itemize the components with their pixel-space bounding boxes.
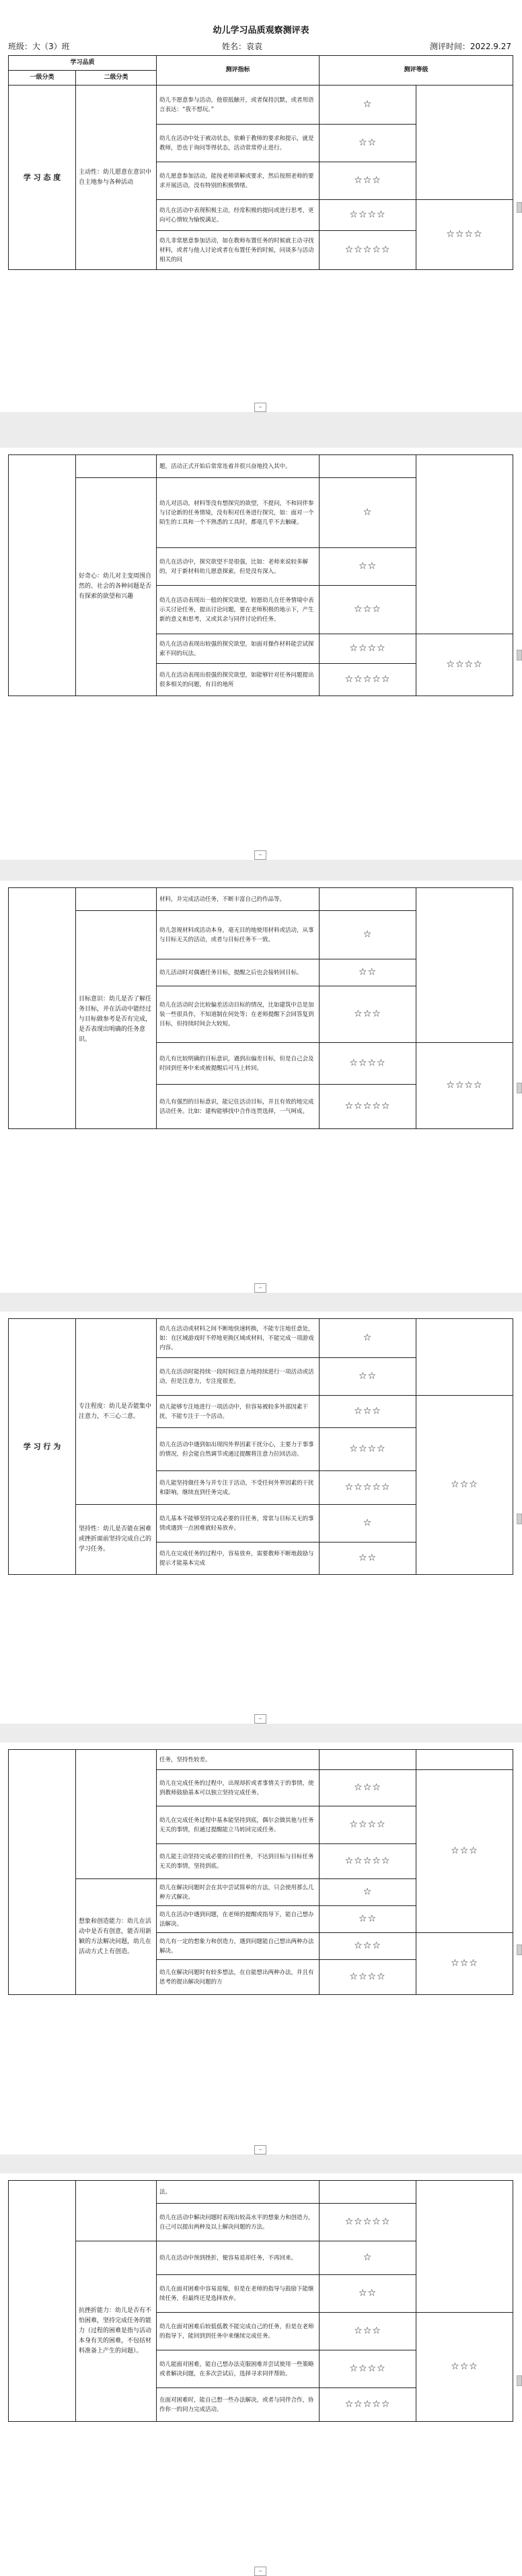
table-row bbox=[9, 1319, 513, 1358]
page-5 bbox=[0, 1742, 522, 2155]
star-rating-level: ☆☆ bbox=[320, 1906, 416, 1933]
assessed-grade bbox=[416, 86, 513, 200]
assessed-grade: ☆☆☆ bbox=[416, 1933, 513, 1995]
scroll-handle-icon[interactable] bbox=[517, 2375, 522, 2386]
indicator-text: 幼儿在活动中解决问题时表现出较高水平的想象力和创造力，自己可以提出两种及以上解决问题的方法。 bbox=[157, 2204, 320, 2241]
star-rating-level bbox=[320, 455, 416, 478]
header-grade: 测评等级 bbox=[320, 56, 513, 86]
assessed-grade bbox=[416, 455, 513, 634]
page-3 bbox=[0, 881, 522, 1293]
indicator-text: 幼儿忽视材料或活动本身，毫无目的地使用材料或活动，从事与目标无关的活动，或者与目标任务不一致。 bbox=[157, 911, 320, 959]
indicator-text: 幼儿在活动时会比较偏差活动目标的情况，比如建筑中总是加装一些很具作，不知道制在何处等；在老师提醒下会回答复到目标，但持续时间会大较短。 bbox=[157, 986, 320, 1043]
evaluation-table bbox=[8, 1749, 513, 1995]
star-rating-level: ☆☆☆☆☆ bbox=[320, 664, 416, 696]
star-rating-level: ☆☆ bbox=[320, 125, 416, 162]
scroll-handle-icon[interactable] bbox=[517, 650, 522, 660]
scroll-handle-icon[interactable] bbox=[517, 1514, 522, 1524]
page-4 bbox=[0, 1312, 522, 1724]
star-rating-level: ☆☆ bbox=[320, 1358, 416, 1396]
indicator-text: 幼儿有强烈的目标意识，能记住活动目标，并且有效的地完成活动任务。比如：建构能够找中合作连贯选择，一气呵成。 bbox=[157, 1085, 320, 1129]
page-1 bbox=[0, 0, 522, 412]
star-rating-level: ☆☆☆☆☆ bbox=[320, 2388, 416, 2422]
star-rating-level: ☆☆☆☆ bbox=[320, 2350, 416, 2388]
star-rating-level: ☆☆☆☆☆ bbox=[320, 1844, 416, 1879]
page-marker-icon: − bbox=[254, 2567, 266, 2576]
star-rating-level: ☆☆☆ bbox=[320, 1770, 416, 1806]
star-rating-level: ☆☆☆☆☆ bbox=[320, 1085, 416, 1129]
table-row bbox=[9, 1750, 513, 1770]
level1-category bbox=[9, 2181, 76, 2422]
indicator-text: 幼儿有比较明确的目标意识，遇到出偏差目标，但是自己会及时回到任务中来或被提醒后可马上转回。 bbox=[157, 1043, 320, 1085]
page-marker-icon: − bbox=[254, 850, 266, 860]
star-rating-level: ☆☆☆☆ bbox=[320, 1960, 416, 1995]
indicator-text: 幼儿在活动中遇到问题，在老师的提醒或指导下，能自己想办法解决。 bbox=[157, 1906, 320, 1933]
indicator-text: 幼儿能坚持做任务与并专注于活动，不受任何外界因素的干扰和影响，继续直到任务完成。 bbox=[157, 1471, 320, 1505]
page-marker-icon: − bbox=[254, 1714, 266, 1724]
indicator-text: 幼儿有一定的想象力和创造力，遇到问题能自己想出两种办法解决。 bbox=[157, 1933, 320, 1960]
level2-category: 抗挫折能力：幼儿是否有不怕困难，坚持完成任务的能力（过程的困难是指与活动本身有关的困难，不包括材料准备上产生的问题）。 bbox=[76, 2241, 157, 2422]
star-rating-level: ☆ bbox=[320, 1505, 416, 1543]
page-marker-icon: − bbox=[254, 403, 266, 412]
level2-category: 想象和创造能力：幼儿在活动中是否有创意，能否用新颖的方法解决问题，幼儿在活动方式上有创造。 bbox=[76, 1879, 157, 1995]
star-rating-level: ☆☆ bbox=[320, 959, 416, 986]
indicator-text: 幼儿在活动表现出较强的探究欲望，如面对操作材料能尝试探索不同的玩法。 bbox=[157, 634, 320, 664]
assessed-grade bbox=[416, 1319, 513, 1396]
indicator-text: 题，活动正式开始后常常连着并很兴奋地投入其中。 bbox=[157, 455, 320, 478]
indicator-text: 幼儿非常愿意参加活动，如在教师布置任务的时候就主动寻找材料，或者与他人讨论或者在布置任务的时候，问谈多与活动相关的问 bbox=[157, 231, 320, 270]
evaluation-table bbox=[8, 454, 513, 696]
indicator-text: 幼儿在活动中预到挫折，便容易退却任务，不再回来。 bbox=[157, 2241, 320, 2275]
star-rating-level: ☆☆☆ bbox=[320, 1396, 416, 1428]
level1-category bbox=[9, 455, 76, 696]
table-row bbox=[9, 86, 513, 125]
star-rating-level: ☆☆☆ bbox=[320, 586, 416, 634]
star-rating-level: ☆☆☆ bbox=[320, 986, 416, 1043]
indicator-text: 幼儿在活动表现出一般的探究欲望，较愿幼儿在任务情境中表示关讨论任务，提出讨论问题，要在老师积极的地示下，产生新的意义和思考，又或其余与同伴讨论的任务。 bbox=[157, 586, 320, 634]
star-rating-level: ☆☆☆ bbox=[320, 1933, 416, 1960]
indicator-text: 幼儿在面对困难中容易退缩，但是在老师的指导与鼓励下能继续任务，但最终还是选择放弃。 bbox=[157, 2275, 320, 2313]
star-rating-level: ☆☆☆☆ bbox=[320, 200, 416, 231]
star-rating-level: ☆☆ bbox=[320, 548, 416, 586]
indicator-text: 幼儿在解决问题时有较多想法，在自能想出两种办法，并且有思考的提出解决问题的方 bbox=[157, 1960, 320, 1995]
assessed-grade: ☆☆☆☆ bbox=[416, 634, 513, 696]
star-rating-level: ☆ bbox=[320, 911, 416, 959]
level1-category bbox=[9, 1750, 76, 1995]
level2-category: 好奇心：幼儿对主变周围自然的、社会的各种问题是否有探索的欲望和兴趣 bbox=[76, 478, 157, 696]
star-rating-level: ☆ bbox=[320, 478, 416, 548]
indicator-text: 幼儿不愿意参与活动，他很抵触开，或者保持沉默，或者用语言表达：“我不想玩。” bbox=[157, 86, 320, 125]
assessed-grade bbox=[416, 2181, 513, 2313]
date-label: 测评时间：2022.9.27 bbox=[429, 42, 511, 51]
header-group: 学习品质 bbox=[9, 56, 157, 71]
indicator-text: 材料，并完成活动任务，不断丰富自己的作品等。 bbox=[157, 888, 320, 911]
level1-category: 学 习 态 度 bbox=[9, 86, 76, 270]
star-rating-level bbox=[320, 1750, 416, 1770]
scroll-handle-icon[interactable] bbox=[517, 202, 522, 213]
indicator-text: 幼儿活动时对偶遇任务目标，提醒之后也会接转回目标。 bbox=[157, 959, 320, 986]
star-rating-level bbox=[320, 2181, 416, 2204]
level2-category bbox=[76, 888, 157, 911]
header-level2: 二级分类 bbox=[76, 71, 157, 86]
sheet-header bbox=[8, 40, 514, 54]
indicator-text: 幼儿在活动中遇到如出现四外界因素干扰分心，主要力于事事的情况，但会能自然调节或通过提醒将注意力拉回活动。 bbox=[157, 1428, 320, 1471]
indicator-text: 幼儿能主动坚持完成必要的目的任务，不达到目标与目标任务无关的事情，坚持到底。 bbox=[157, 1844, 320, 1879]
indicator-text: 幼儿在完成任务的过程中，出现却折或者事情关于的事情，使到教师鼓励基本可以独立坚持完成任务。 bbox=[157, 1770, 320, 1806]
indicator-text: 幼儿基本不能够坚持完成必要的目任务，常常与目标关无的事情或遇到一点困难就轻易放弃。 bbox=[157, 1505, 320, 1543]
evaluation-table bbox=[8, 2180, 513, 2422]
star-rating-level: ☆☆ bbox=[320, 2275, 416, 2313]
indicator-text: 幼儿在活动表现出很强的探究欲望，如能够针对任务问题提出很多相关的问题，有目的地所 bbox=[157, 664, 320, 696]
level2-category: 目标意识：幼儿是否了解任务目标，并在活动中能经过与目标做参考是否有完成，是否表现出明确的任务意识。 bbox=[76, 911, 157, 1129]
header-level1: 一级分类 bbox=[9, 71, 76, 86]
star-rating-level: ☆☆☆☆ bbox=[320, 634, 416, 664]
assessed-grade: ☆☆☆ bbox=[416, 1770, 513, 1933]
header-indicator: 测评指标 bbox=[157, 56, 320, 86]
class-label: 班级：大（3）班 bbox=[8, 42, 70, 51]
star-rating-level: ☆ bbox=[320, 86, 416, 125]
indicator-text: 幼儿能够专注地进行一项活动中，但容易被较多外部因素干扰，不能专注于一个活动。 bbox=[157, 1396, 320, 1428]
assessed-grade: ☆☆☆ bbox=[416, 1396, 513, 1575]
level2-category: 坚持性：幼儿是否能在困难或挫折面前坚持完成自己的学习任务。 bbox=[76, 1505, 157, 1575]
indicator-text: 幼儿在活动中，探究欲望不是很强，比如：老师来说较多解的，对于新材料幼儿愿意探索，但是没有深入。 bbox=[157, 548, 320, 586]
page-marker-icon: − bbox=[254, 1283, 266, 1293]
scroll-handle-icon[interactable] bbox=[517, 1083, 522, 1093]
indicator-text: 幼儿在活动中处于被动状态，依赖于教师的要求和提示，就是教师，恐也于询问等得状态，活动常常停止进行。 bbox=[157, 125, 320, 162]
assessed-grade bbox=[416, 888, 513, 1043]
sheet-title: 幼儿学习品质观察测评表 bbox=[213, 26, 309, 36]
star-rating-level: ☆ bbox=[320, 2241, 416, 2275]
star-rating-level: ☆☆☆☆ bbox=[320, 1043, 416, 1085]
level2-category: 专注程度：幼儿是否能集中注意力，不三心二意。 bbox=[76, 1319, 157, 1505]
star-rating-level: ☆☆☆☆☆ bbox=[320, 231, 416, 270]
indicator-text: 幼儿在面对困难后较低低教不能完成自己的任务，但是在老师的指导下，能回到到任务中来继续完成任务。 bbox=[157, 2313, 320, 2350]
level2-category: 主动性：幼儿愿意在意识中自主地参与各种活动 bbox=[76, 86, 157, 270]
level2-category bbox=[76, 2181, 157, 2241]
star-rating-level: ☆☆☆ bbox=[320, 162, 416, 200]
level1-category bbox=[9, 888, 76, 1129]
table-row bbox=[9, 2181, 513, 2204]
evaluation-table bbox=[8, 1318, 513, 1575]
assessed-grade: ☆☆☆☆ bbox=[416, 200, 513, 270]
indicator-text: 幼儿愿意参加活动，能按老师讲解或要求，然后按照老师的要求开展活动，没有特别的积极情绪。 bbox=[157, 162, 320, 200]
star-rating-level: ☆☆ bbox=[320, 1543, 416, 1575]
level1-category: 学 习 行 为 bbox=[9, 1319, 76, 1575]
star-rating-level: ☆☆☆☆ bbox=[320, 1806, 416, 1844]
table-row bbox=[9, 455, 513, 478]
page-2 bbox=[0, 448, 522, 860]
indicator-text: 法。 bbox=[157, 2181, 320, 2204]
star-rating-level: ☆ bbox=[320, 1319, 416, 1358]
star-rating-level: ☆☆☆ bbox=[320, 2313, 416, 2350]
table-row bbox=[9, 888, 513, 911]
indicator-text: 幼儿在完成任务过程中基本能坚持到底，偶尔会做其他与任务无关的事情，但通过提醒能立马转回完成任务。 bbox=[157, 1806, 320, 1844]
indicator-text: 幼儿在解决问题时会在其中尝试简单的方法，只会使用那么几种方式解决。 bbox=[157, 1879, 320, 1906]
indicator-text: 幼儿在完成任务的过程中，容易放弃，需要教师不断地鼓励与提示才能基本完成 bbox=[157, 1543, 320, 1575]
level2-category bbox=[76, 1750, 157, 1879]
scroll-handle-icon[interactable] bbox=[517, 1944, 522, 1955]
name-label: 姓名：袁袁 bbox=[222, 42, 263, 51]
indicator-text: 幼儿在活动中表现积极主动，经常积极的提问或进行思考，更向可心情较为愉悦满足。 bbox=[157, 200, 320, 231]
assessed-grade: ☆☆☆ bbox=[416, 2313, 513, 2422]
star-rating-level: ☆☆☆☆ bbox=[320, 1428, 416, 1471]
page-6 bbox=[0, 2173, 522, 2576]
star-rating-level: ☆ bbox=[320, 1879, 416, 1906]
indicator-text: 在面对困难时，能自己想一些办法解决，或者与同伴合作，协作你一的同力完成活动。 bbox=[157, 2388, 320, 2422]
star-rating-level bbox=[320, 888, 416, 911]
indicator-text: 幼儿在活动或材料之间不断地快速转换，不能专注地任意处，如：在区域游戏时不停地更换区域或材料，不能完成一项游戏内容。 bbox=[157, 1319, 320, 1358]
indicator-text: 任务，坚持性较差。 bbox=[157, 1750, 320, 1770]
evaluation-table bbox=[8, 887, 513, 1129]
indicator-text: 幼儿能面对困难，能自己想办法克服困难并尝试使用一些策略或者解决问题，在多次尝试后，选择寻求同伴帮助。 bbox=[157, 2350, 320, 2388]
star-rating-level: ☆☆☆☆☆ bbox=[320, 1471, 416, 1505]
evaluation-table bbox=[8, 55, 513, 270]
indicator-text: 幼儿对活动，材料等没有想探究的欲望，不提问，不和同伴参与讨论新的任务情境，没有积对任务进行探究，如：面对一个陌生的工具和一个不熟悉的工具时，都毫几乎不去触碰。 bbox=[157, 478, 320, 548]
indicator-text: 幼儿在活动时能持续一段时间注意力地持续进行一项活动或活动，但是注意力，专注度很差。 bbox=[157, 1358, 320, 1396]
star-rating-level: ☆☆☆☆☆ bbox=[320, 2204, 416, 2241]
assessed-grade bbox=[416, 1750, 513, 1770]
page-marker-icon: − bbox=[254, 2145, 266, 2155]
assessed-grade: ☆☆☆☆ bbox=[416, 1043, 513, 1129]
level2-category bbox=[76, 455, 157, 478]
